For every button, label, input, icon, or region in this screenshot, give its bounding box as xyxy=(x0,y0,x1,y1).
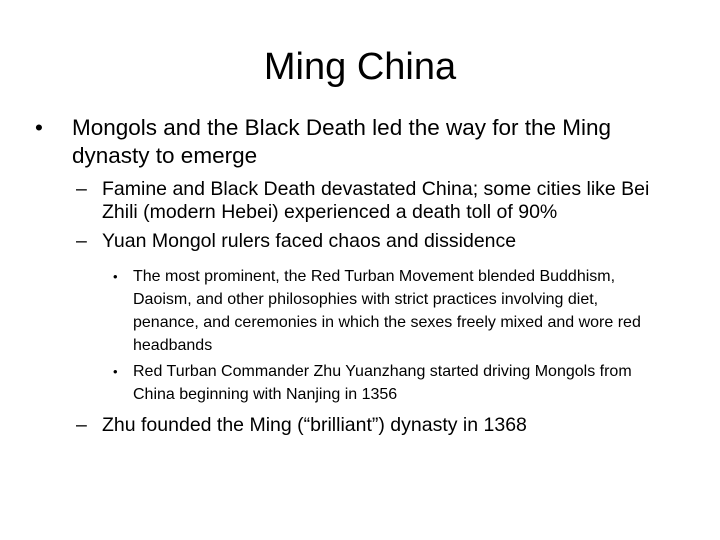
bullet-text: Famine and Black Death devastated China; some cities like Bei Zhili (modern Hebei) experienced a death toll of 90% xyxy=(102,178,650,223)
slide-content xyxy=(0,114,720,443)
slide-title: Ming China xyxy=(263,46,457,88)
bullet-level2-ming-founded xyxy=(76,413,678,437)
bullet-level3-red-turban xyxy=(113,265,663,357)
dash-marker: – xyxy=(76,178,87,200)
bullet-marker: • xyxy=(113,363,118,379)
bullet-level2-yuan-rulers xyxy=(76,230,678,253)
bullet-text: Red Turban Commander Zhu Yuanzhang started driving Mongols from China beginning with Nanjing in 1356 xyxy=(133,362,632,403)
bullet-level3-zhu-yuanzhang xyxy=(113,360,663,406)
bullet-level2-famine xyxy=(76,178,678,223)
dash-marker: – xyxy=(76,413,87,436)
bullet-text: Yuan Mongol rulers faced chaos and dissidence xyxy=(102,230,517,252)
bullet-text: Mongols and the Black Death led the way for the Ming dynasty to emerge xyxy=(72,115,612,168)
bullet-level1-mongols-black-death xyxy=(35,114,692,170)
bullet-text: The most prominent, the Red Turban Movement blended Buddhism, Daoism, and other philosophies with strict practices involving diet, penance, and ceremonies in which the sexes freely mixed and wore red headbands xyxy=(133,267,641,354)
bullet-marker: • xyxy=(113,268,118,284)
bullet-text: Zhu founded the Ming (“brilliant”) dynasty in 1368 xyxy=(102,413,527,436)
dash-marker: – xyxy=(76,230,87,252)
bullet-marker: • xyxy=(35,115,43,140)
